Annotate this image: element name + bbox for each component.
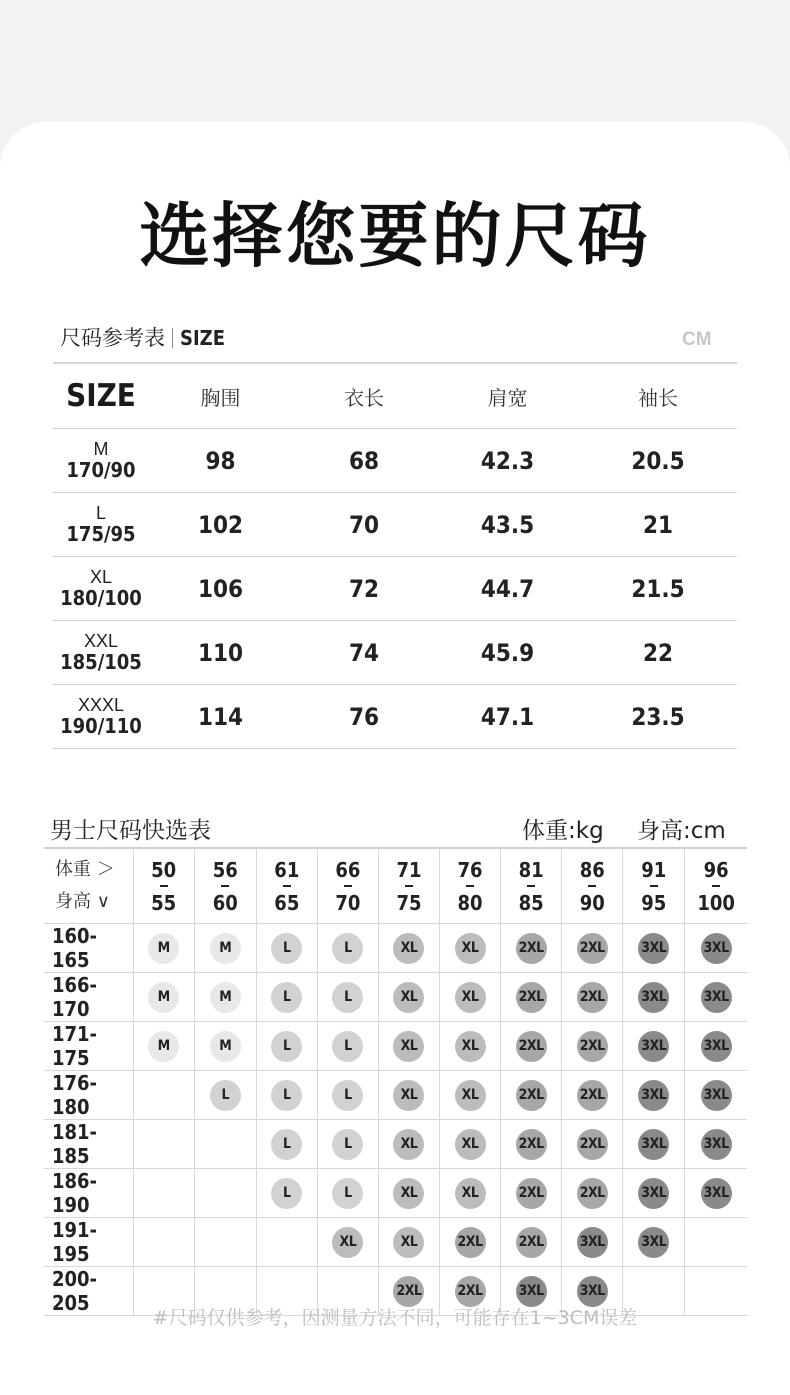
weight-low: 56 <box>212 857 238 882</box>
size-spec: 185/105 <box>60 650 142 674</box>
size-cell <box>194 924 256 973</box>
size-chip: 3XL <box>701 982 732 1013</box>
weight-high: 75 <box>396 890 422 915</box>
size-row <box>53 493 737 557</box>
length-value: 74 <box>292 621 436 685</box>
weight-low: 61 <box>274 857 300 882</box>
height-range: 166-170 <box>44 973 133 1022</box>
weight-dash <box>650 885 658 887</box>
size-cell <box>562 1071 623 1120</box>
size-chip: 3XL <box>701 1080 732 1111</box>
weight-low: 71 <box>396 857 422 882</box>
size-cell <box>53 429 149 493</box>
size-chip: XL <box>393 1178 424 1209</box>
weight-high: 90 <box>579 890 605 915</box>
length-value: 72 <box>292 557 436 621</box>
size-chip: 2XL <box>577 1129 608 1160</box>
weight-range <box>194 848 256 924</box>
size-cell <box>501 1120 562 1169</box>
size-cell <box>256 1169 317 1218</box>
empty-cell <box>133 1169 194 1218</box>
size-chip: 3XL <box>577 1227 608 1258</box>
weight-dash <box>405 885 413 887</box>
height-row <box>44 1071 747 1120</box>
height-range: 176-180 <box>44 1071 133 1120</box>
quick-select-title: 男士尺码快选表 <box>50 818 211 844</box>
chest-value: 110 <box>149 621 292 685</box>
size-cell <box>53 685 149 749</box>
size-chip: L <box>332 1129 363 1160</box>
size-chip: L <box>271 1080 302 1111</box>
chest-value: 106 <box>149 557 292 621</box>
quick-table-header <box>44 848 747 924</box>
size-ref-title-en: SIZE <box>180 326 225 350</box>
header-sleeve: 袖长 <box>579 363 737 429</box>
size-cell <box>133 924 194 973</box>
size-chip: 3XL <box>701 1031 732 1062</box>
size-cell <box>440 924 501 973</box>
size-row <box>53 557 737 621</box>
size-cell <box>378 1169 439 1218</box>
size-code: XXXL <box>77 695 125 715</box>
size-chip: 3XL <box>638 1080 669 1111</box>
size-cell <box>53 493 149 557</box>
weight-high: 55 <box>151 890 177 915</box>
size-cell <box>562 1218 623 1267</box>
size-chip: 3XL <box>638 1129 669 1160</box>
size-cell <box>501 1022 562 1071</box>
weight-dash <box>466 885 474 887</box>
size-table-header <box>53 363 737 429</box>
size-cell <box>501 1169 562 1218</box>
empty-cell <box>194 1169 256 1218</box>
size-chip: 2XL <box>516 1178 547 1209</box>
size-chip: L <box>271 1178 302 1209</box>
size-cell <box>133 1022 194 1071</box>
weight-high: 70 <box>335 890 361 915</box>
header-shoulder: 肩宽 <box>436 363 579 429</box>
shoulder-value: 42.3 <box>436 429 579 493</box>
size-ref-title: 尺码参考表 <box>60 326 165 350</box>
height-row <box>44 1022 747 1071</box>
header-length: 衣长 <box>292 363 436 429</box>
size-chip: L <box>332 1080 363 1111</box>
sleeve-value: 21 <box>579 493 737 557</box>
size-chip: 2XL <box>577 1080 608 1111</box>
weight-unit-label: 体重:kg <box>522 818 604 844</box>
size-chip: L <box>332 1031 363 1062</box>
sleeve-value: 23.5 <box>579 685 737 749</box>
corner-height-label: 身高 ∨ <box>55 891 110 912</box>
weight-dash <box>283 885 291 887</box>
size-cell <box>501 973 562 1022</box>
size-cell <box>623 1169 685 1218</box>
size-cell <box>623 1218 685 1267</box>
size-cell <box>623 924 685 973</box>
height-row <box>44 924 747 973</box>
height-range: 181-185 <box>44 1120 133 1169</box>
weight-high: 80 <box>457 890 483 915</box>
size-cell <box>317 1120 378 1169</box>
shoulder-value: 47.1 <box>436 685 579 749</box>
size-chip: 3XL <box>638 933 669 964</box>
chest-value: 98 <box>149 429 292 493</box>
size-cell <box>194 1071 256 1120</box>
size-chip: M <box>210 1031 241 1062</box>
size-chip: XL <box>455 933 486 964</box>
weight-high: 85 <box>518 890 544 915</box>
empty-cell <box>256 1218 317 1267</box>
size-chip: L <box>332 933 363 964</box>
length-value: 70 <box>292 493 436 557</box>
weight-low: 91 <box>641 857 667 882</box>
corner-cell <box>44 848 133 924</box>
weight-range <box>501 848 562 924</box>
weight-low: 81 <box>518 857 544 882</box>
weight-range <box>623 848 685 924</box>
size-cell <box>256 1071 317 1120</box>
size-chip: L <box>210 1080 241 1111</box>
size-cell <box>440 1169 501 1218</box>
empty-cell <box>133 1071 194 1120</box>
size-chip: L <box>332 982 363 1013</box>
size-chip: L <box>271 933 302 964</box>
size-row <box>53 685 737 749</box>
size-cell <box>194 1022 256 1071</box>
size-cell <box>378 973 439 1022</box>
size-chip: M <box>210 982 241 1013</box>
size-chip: XL <box>455 1031 486 1062</box>
weight-dash <box>344 885 352 887</box>
weight-dash <box>221 885 229 887</box>
size-chip: 2XL <box>455 1227 486 1258</box>
size-spec: 175/95 <box>66 522 136 546</box>
size-cell <box>562 973 623 1022</box>
size-chip: L <box>271 1031 302 1062</box>
size-cell <box>623 1022 685 1071</box>
size-chip: 3XL <box>701 1129 732 1160</box>
size-cell <box>562 1120 623 1169</box>
size-cell <box>256 924 317 973</box>
height-row <box>44 973 747 1022</box>
size-chip: 2XL <box>516 1227 547 1258</box>
size-chip: 3XL <box>638 1178 669 1209</box>
weight-range <box>685 848 747 924</box>
size-cell <box>685 973 747 1022</box>
size-cell <box>501 1071 562 1120</box>
weight-high: 60 <box>212 890 238 915</box>
size-chip: 2XL <box>577 933 608 964</box>
size-chip: 2XL <box>577 1031 608 1062</box>
size-cell <box>53 557 149 621</box>
size-cell <box>623 1120 685 1169</box>
size-reference-table <box>53 362 737 749</box>
size-chip: XL <box>455 1178 486 1209</box>
size-cell <box>501 1218 562 1267</box>
size-chip: 3XL <box>638 1031 669 1062</box>
size-chip: M <box>148 1031 179 1062</box>
header-size: SIZE <box>53 363 149 429</box>
size-cell <box>378 1120 439 1169</box>
header-chest: 胸围 <box>149 363 292 429</box>
size-chip: XL <box>455 982 486 1013</box>
size-chip: 2XL <box>393 1276 424 1307</box>
quick-select-table <box>44 847 747 1316</box>
height-range: 160-165 <box>44 924 133 973</box>
size-chip: M <box>148 933 179 964</box>
size-cell <box>685 1120 747 1169</box>
size-cell <box>317 1071 378 1120</box>
size-chip: 2XL <box>455 1276 486 1307</box>
size-spec: 190/110 <box>60 714 142 738</box>
size-chip: 3XL <box>638 982 669 1013</box>
size-code: L <box>95 503 106 523</box>
size-cell <box>317 1022 378 1071</box>
height-row <box>44 1218 747 1267</box>
size-cell <box>256 973 317 1022</box>
sleeve-value: 20.5 <box>579 429 737 493</box>
size-chip: 2XL <box>516 1129 547 1160</box>
height-range: 186-190 <box>44 1169 133 1218</box>
empty-cell <box>194 1120 256 1169</box>
size-chip: XL <box>393 982 424 1013</box>
size-chip: 3XL <box>701 933 732 964</box>
size-cell <box>562 1169 623 1218</box>
size-chip: M <box>148 982 179 1013</box>
size-cell <box>256 1120 317 1169</box>
height-range: 200-205 <box>44 1267 133 1316</box>
size-chip: XL <box>455 1129 486 1160</box>
weight-dash <box>588 885 596 887</box>
size-cell <box>378 1022 439 1071</box>
size-chip: 3XL <box>638 1227 669 1258</box>
size-chip: XL <box>393 1080 424 1111</box>
size-cell <box>317 1169 378 1218</box>
heading-divider <box>172 328 173 348</box>
empty-cell <box>194 1218 256 1267</box>
weight-dash <box>160 885 168 887</box>
size-chip: 3XL <box>701 1178 732 1209</box>
size-chip: L <box>271 1129 302 1160</box>
size-row <box>53 621 737 685</box>
unit-label: CM <box>682 329 712 350</box>
size-cell <box>53 621 149 685</box>
weight-range <box>562 848 623 924</box>
size-chip: XL <box>455 1080 486 1111</box>
size-cell <box>378 1218 439 1267</box>
shoulder-value: 43.5 <box>436 493 579 557</box>
size-chip: M <box>210 933 241 964</box>
size-cell <box>440 1022 501 1071</box>
size-chip: 2XL <box>516 982 547 1013</box>
size-cell <box>133 973 194 1022</box>
size-chip: XL <box>393 1031 424 1062</box>
size-cell <box>440 973 501 1022</box>
page-title: 选择您要的尺码 <box>139 195 651 277</box>
size-code: M <box>93 439 109 459</box>
weight-range <box>133 848 194 924</box>
empty-cell <box>685 1218 747 1267</box>
weight-dash <box>527 885 535 887</box>
empty-cell <box>133 1120 194 1169</box>
size-chip: 2XL <box>516 933 547 964</box>
size-chip: XL <box>332 1227 363 1258</box>
size-chip: L <box>332 1178 363 1209</box>
size-row <box>53 429 737 493</box>
size-cell <box>378 1071 439 1120</box>
size-chip: XL <box>393 933 424 964</box>
size-chip: 2XL <box>577 982 608 1013</box>
size-cell <box>501 924 562 973</box>
weight-low: 86 <box>579 857 605 882</box>
weight-high: 100 <box>697 890 735 915</box>
empty-cell <box>133 1218 194 1267</box>
length-value: 76 <box>292 685 436 749</box>
size-cell <box>194 973 256 1022</box>
size-cell <box>440 1120 501 1169</box>
weight-high: 65 <box>274 890 300 915</box>
size-cell <box>623 973 685 1022</box>
height-range: 191-195 <box>44 1218 133 1267</box>
shoulder-value: 45.9 <box>436 621 579 685</box>
weight-range <box>440 848 501 924</box>
height-row <box>44 1169 747 1218</box>
size-chip: L <box>271 982 302 1013</box>
size-cell <box>685 1022 747 1071</box>
size-cell <box>562 924 623 973</box>
size-chip: 3XL <box>577 1276 608 1307</box>
size-cell <box>623 1071 685 1120</box>
size-cell <box>440 1218 501 1267</box>
size-chip: 2XL <box>516 1080 547 1111</box>
weight-high: 95 <box>641 890 667 915</box>
size-cell <box>685 1169 747 1218</box>
corner-weight-label: 体重 ＞ <box>55 859 115 880</box>
disclaimer-note: #尺码仅供参考，因测量方法不同，可能存在1~3CM误差 <box>152 1307 638 1329</box>
sleeve-value: 21.5 <box>579 557 737 621</box>
sleeve-value: 22 <box>579 621 737 685</box>
size-chip: XL <box>393 1129 424 1160</box>
chest-value: 102 <box>149 493 292 557</box>
size-cell <box>685 1071 747 1120</box>
weight-dash <box>712 885 720 887</box>
size-cell <box>562 1022 623 1071</box>
weight-low: 66 <box>335 857 361 882</box>
size-chip: 2XL <box>577 1178 608 1209</box>
size-cell <box>256 1022 317 1071</box>
height-unit-label: 身高:cm <box>637 818 726 844</box>
size-cell <box>317 973 378 1022</box>
size-chip: XL <box>393 1227 424 1258</box>
height-row <box>44 1120 747 1169</box>
size-spec: 180/100 <box>60 586 142 610</box>
chest-value: 114 <box>149 685 292 749</box>
size-cell <box>317 924 378 973</box>
weight-range <box>378 848 439 924</box>
size-chip: 3XL <box>516 1276 547 1307</box>
size-code: XL <box>89 567 113 587</box>
size-cell <box>440 1071 501 1120</box>
shoulder-value: 44.7 <box>436 557 579 621</box>
size-spec: 170/90 <box>66 458 136 482</box>
size-cell <box>317 1218 378 1267</box>
size-ref-heading <box>60 322 225 352</box>
size-cell <box>378 924 439 973</box>
weight-range <box>317 848 378 924</box>
weight-low: 96 <box>703 857 729 882</box>
weight-range <box>256 848 317 924</box>
weight-low: 76 <box>457 857 483 882</box>
size-code: XXL <box>83 631 119 651</box>
size-chip: 2XL <box>516 1031 547 1062</box>
length-value: 68 <box>292 429 436 493</box>
size-cell <box>685 924 747 973</box>
weight-low: 50 <box>151 857 177 882</box>
height-range: 171-175 <box>44 1022 133 1071</box>
